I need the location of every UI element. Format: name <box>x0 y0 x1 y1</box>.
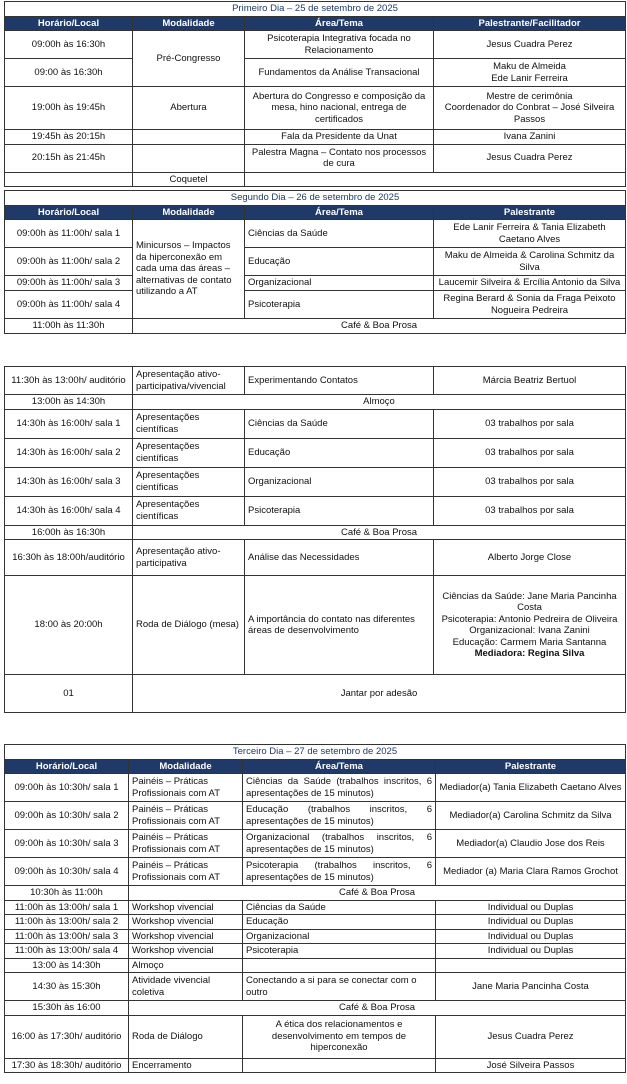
speaker-cell: José Silveira Passos <box>436 1058 626 1073</box>
speaker-cell: Jesus Cuadra Perez <box>436 1015 626 1058</box>
mode-cell: Painéis – Práticas Profissionais com AT <box>129 774 243 802</box>
mode-cell <box>133 144 245 172</box>
area-cell: Educação <box>245 248 434 276</box>
speaker-cell <box>434 576 626 675</box>
mode-cell: Painéis – Práticas Profissionais com AT <box>129 802 243 830</box>
mode-cell: Painéis – Práticas Profissionais com AT <box>129 858 243 886</box>
time-cell: 17:30 às 18:30h/ auditório <box>5 1058 129 1073</box>
speaker-line: Coordenador do Conbrat – José Silveira Passos <box>444 102 615 125</box>
time-cell: 19:45h às 20:15h <box>5 130 133 145</box>
time-cell: 09:00h às 10:30h/ sala 4 <box>5 858 129 886</box>
col-speaker-header: Palestrante <box>436 759 626 774</box>
break-cell: Café & Boa Prosa <box>129 886 626 901</box>
speaker-cell: 03 trabalhos por sala <box>434 438 626 467</box>
area-cell: Organizacional <box>243 929 436 944</box>
speaker-cell: 03 trabalhos por sala <box>434 409 626 438</box>
time-cell: 11:00h às 13:00h/ sala 3 <box>5 929 129 944</box>
mode-cell: Abertura <box>133 87 245 130</box>
table-row <box>5 1001 626 1016</box>
area-cell <box>243 1058 436 1073</box>
table-row <box>5 319 626 334</box>
speaker-line: Psicoterapia: Antonio Pedreira de Oliveira <box>441 613 618 625</box>
time-cell: 16:30h às 18:00h/auditório <box>5 540 133 576</box>
table-row <box>5 675 626 713</box>
col-area-header: Área/Tema <box>245 205 434 220</box>
mode-cell: Apresentação ativo-participativa <box>133 540 245 576</box>
mode-cell: Apresentações científicas <box>133 438 245 467</box>
speaker-cell: Mediador (a) Maria Clara Ramos Grochot <box>436 858 626 886</box>
table-row <box>5 525 626 540</box>
time-cell: 01 <box>5 675 133 713</box>
mode-cell: Painéis – Práticas Profissionais com AT <box>129 830 243 858</box>
mediator-line: Mediadora: Regina Silva <box>474 648 585 659</box>
time-cell: 09:00h às 10:30h/ sala 3 <box>5 830 129 858</box>
table-row <box>5 87 626 130</box>
table-row <box>5 858 626 886</box>
area-cell: Educação (trabalhos inscritos, 6 apresentações de 15 minutos) <box>243 802 436 830</box>
table-row <box>5 540 626 576</box>
mode-cell: Workshop vivencial <box>129 915 243 930</box>
col-area-header: Área/Tema <box>245 16 434 31</box>
area-cell: A ética dos relacionamentos e desenvolvimento em tempos de hiperconexão <box>243 1015 436 1058</box>
day1-table <box>4 1 626 187</box>
area-cell: Educação <box>243 915 436 930</box>
area-cell: A importância do contato nas diferentes áreas de desenvolvimento <box>245 576 434 675</box>
mode-cell: Atividade vivencial coletiva <box>129 973 243 1001</box>
table-row <box>5 496 626 525</box>
time-cell: 20:15h às 21:45h <box>5 144 133 172</box>
speaker-line: Educação: Carmem Maria Santanna <box>452 636 607 648</box>
area-cell <box>243 958 436 973</box>
speaker-cell: Mediador(a) Tania Elizabeth Caetano Alves <box>436 774 626 802</box>
col-time-header: Horário/Local <box>5 205 133 220</box>
day3-title: Terceiro Dia – 27 de setembro de 2025 <box>5 745 626 760</box>
time-cell: 16:00 às 17:30h/ auditório <box>5 1015 129 1058</box>
area-cell: Conectando a si para se conectar com o outro <box>243 973 436 1001</box>
table-row <box>5 1058 626 1073</box>
speaker-cell: Individual ou Duplas <box>436 900 626 915</box>
time-cell: 11:30h às 13:00h/ auditório <box>5 367 133 395</box>
time-cell: 13:00h às 14:30h <box>5 395 133 410</box>
break-cell: Café & Boa Prosa <box>133 525 626 540</box>
col-mode-header: Modalidade <box>133 205 245 220</box>
speaker-line: Maku de Almeida <box>493 61 566 72</box>
time-cell: 09:00h às 11:00h/ sala 3 <box>5 276 133 291</box>
area-cell: Psicoterapia Integrativa focada no Relacionamento <box>245 31 434 59</box>
col-speaker-header: Palestrante <box>434 205 626 220</box>
mode-cell: Apresentações científicas <box>133 496 245 525</box>
table-row <box>5 802 626 830</box>
speaker-cell: Ede Lanir Ferreira & Tania Elizabeth Caetano Alves <box>434 220 626 248</box>
time-cell: 14:30h às 16:00h/ sala 2 <box>5 438 133 467</box>
area-cell: Psicoterapia <box>245 291 434 319</box>
area-cell: Ciências da Saúde <box>243 900 436 915</box>
table-row <box>5 144 626 172</box>
table-row <box>5 248 626 276</box>
mode-cell: Apresentação ativo-participativa/vivencial <box>133 367 245 395</box>
area-cell: Ciências da Saúde <box>245 220 434 248</box>
day2-title: Segundo Dia – 26 de setembro de 2025 <box>5 191 626 206</box>
area-cell: Psicoterapia (trabalhos inscritos, 6 apresentações de 15 minutos) <box>243 858 436 886</box>
col-area-header: Área/Tema <box>243 759 436 774</box>
speaker-cell <box>434 59 626 87</box>
time-cell: 14:30h às 16:00h/ sala 4 <box>5 496 133 525</box>
table-row <box>5 929 626 944</box>
table-row <box>5 900 626 915</box>
area-cell: Ciências da Saúde (trabalhos inscritos, 6 apresentações de 15 minutos) <box>243 774 436 802</box>
table-row <box>5 973 626 1001</box>
col-mode-header: Modalidade <box>133 16 245 31</box>
mode-cell: Roda de Diálogo <box>129 1015 243 1058</box>
speaker-cell: Laucemir Silveira & Ercília Antonio da Silva <box>434 276 626 291</box>
mode-cell: Encerramento <box>129 1058 243 1073</box>
day2-table-continued <box>4 366 626 713</box>
time-cell: 09:00h às 11:00h/ sala 2 <box>5 248 133 276</box>
speaker-cell: Alberto Jorge Close <box>434 540 626 576</box>
table-row <box>5 291 626 319</box>
mode-cell: Workshop vivencial <box>129 944 243 959</box>
area-cell: Organizacional <box>245 467 434 496</box>
time-cell: 18:00 às 20:00h <box>5 576 133 675</box>
table-row <box>5 31 626 59</box>
table-row <box>5 172 626 187</box>
empty-cell <box>245 172 626 187</box>
table-row <box>5 576 626 675</box>
time-cell: 14:30h às 16:00h/ sala 1 <box>5 409 133 438</box>
mode-cell: Almoço <box>129 958 243 973</box>
speaker-line: Organizacional: Ivana Zanini <box>469 625 590 636</box>
table-row <box>5 395 626 410</box>
table-row <box>5 467 626 496</box>
area-cell: Abertura do Congresso e composição da mesa, hino nacional, entrega de certificados <box>245 87 434 130</box>
time-cell: 13:00 às 14:30h <box>5 958 129 973</box>
time-cell: 11:00h às 13:00h/ sala 2 <box>5 915 129 930</box>
table-row <box>5 830 626 858</box>
speaker-cell <box>436 958 626 973</box>
time-cell: 16:00h às 16:30h <box>5 525 133 540</box>
mode-cell <box>133 130 245 145</box>
speaker-line: Mestre de cerimônia <box>486 90 573 102</box>
col-speaker-header: Palestrante/Facilitador <box>434 16 626 31</box>
area-cell: Experimentando Contatos <box>245 367 434 395</box>
time-cell: 09:00h às 11:00h/ sala 4 <box>5 291 133 319</box>
table-row <box>5 958 626 973</box>
dinner-cell: Jantar por adesão <box>133 675 626 713</box>
break-cell: Café & Boa Prosa <box>133 319 626 334</box>
time-cell: 19:00h às 19:45h <box>5 87 133 130</box>
speaker-cell: Mediador(a) Claudio Jose dos Reis <box>436 830 626 858</box>
day3-table <box>4 744 626 1073</box>
table-row <box>5 59 626 87</box>
speaker-cell: Regina Berard & Sonia da Fraga Peixoto Nogueira Pedreira <box>434 291 626 319</box>
day2-table <box>4 190 626 334</box>
area-cell: Fundamentos da Análise Transacional <box>245 59 434 87</box>
area-cell: Psicoterapia <box>243 944 436 959</box>
area-cell: Organizacional <box>245 276 434 291</box>
table-row <box>5 438 626 467</box>
time-cell: 09:00h às 16:30h <box>5 31 133 59</box>
area-cell: Palestra Magna – Contato nos processos de cura <box>245 144 434 172</box>
time-cell: 14:30h às 16:00h/ sala 3 <box>5 467 133 496</box>
table-row <box>5 276 626 291</box>
mode-cell: Workshop vivencial <box>129 900 243 915</box>
mode-cell: Workshop vivencial <box>129 929 243 944</box>
speaker-cell: Individual ou Duplas <box>436 944 626 959</box>
area-cell: Organizacional (trabalhos inscritos, 6 apresentações de 15 minutos) <box>243 830 436 858</box>
day1-title: Primeiro Dia – 25 de setembro de 2025 <box>5 2 626 17</box>
area-cell: Psicoterapia <box>245 496 434 525</box>
table-row <box>5 367 626 395</box>
table-row <box>5 130 626 145</box>
area-cell: Educação <box>245 438 434 467</box>
mode-cell: Minicursos – Impactos da hiperconexão em cada uma das áreas – alternativas de contato utilizando a AT <box>133 220 245 319</box>
speaker-cell: Ivana Zanini <box>434 130 626 145</box>
time-cell: 11:00h às 11:30h <box>5 319 133 334</box>
col-mode-header: Modalidade <box>129 759 243 774</box>
mode-cell: Coquetel <box>133 172 245 187</box>
speaker-cell: Mediador(a) Carolina Schmitz da Silva <box>436 802 626 830</box>
break-cell: Café & Boa Prosa <box>129 1001 626 1016</box>
speaker-cell <box>434 87 626 130</box>
area-cell: Fala da Presidente da Unat <box>245 130 434 145</box>
lunch-cell: Almoço <box>133 395 626 410</box>
speaker-cell: 03 trabalhos por sala <box>434 496 626 525</box>
speaker-cell: Jane Maria Pancinha Costa <box>436 973 626 1001</box>
speaker-cell: Jesus Cuadra Perez <box>434 144 626 172</box>
table-row <box>5 220 626 248</box>
time-cell: 09:00h às 10:30h/ sala 1 <box>5 774 129 802</box>
speaker-cell: 03 trabalhos por sala <box>434 467 626 496</box>
col-time-header: Horário/Local <box>5 16 133 31</box>
time-cell: 09:00 às 16:30h <box>5 59 133 87</box>
time-cell: 10:30h às 11:00h <box>5 886 129 901</box>
time-cell: 15:30h às 16:00 <box>5 1001 129 1016</box>
time-cell: 09:00h às 10:30h/ sala 2 <box>5 802 129 830</box>
mode-cell: Pré-Congresso <box>133 31 245 87</box>
speaker-cell: Individual ou Duplas <box>436 915 626 930</box>
speaker-cell: Individual ou Duplas <box>436 929 626 944</box>
table-row <box>5 944 626 959</box>
table-row <box>5 886 626 901</box>
time-cell: 11:00h às 13:00h/ sala 1 <box>5 900 129 915</box>
speaker-cell: Maku de Almeida & Carolina Schmitz da Silva <box>434 248 626 276</box>
area-cell: Análise das Necessidades <box>245 540 434 576</box>
table-row <box>5 915 626 930</box>
table-row <box>5 409 626 438</box>
speaker-line: Ciências da Saúde: Jane Maria Pancinha Costa <box>442 590 617 613</box>
mode-cell: Apresentações científicas <box>133 467 245 496</box>
time-cell <box>5 172 133 187</box>
mode-cell: Apresentações científicas <box>133 409 245 438</box>
mode-cell: Roda de Diálogo (mesa) <box>133 576 245 675</box>
time-cell: 11:00h às 13:00h/ sala 4 <box>5 944 129 959</box>
speaker-cell: Jesus Cuadra Perez <box>434 31 626 59</box>
time-cell: 09:00h às 11:00h/ sala 1 <box>5 220 133 248</box>
col-time-header: Horário/Local <box>5 759 129 774</box>
table-row <box>5 1015 626 1058</box>
time-cell: 14:30 às 15:30h <box>5 973 129 1001</box>
area-cell: Ciências da Saúde <box>245 409 434 438</box>
speaker-line: Ede Lanir Ferreira <box>491 72 568 84</box>
table-row <box>5 774 626 802</box>
speaker-cell: Márcia Beatriz Bertuol <box>434 367 626 395</box>
